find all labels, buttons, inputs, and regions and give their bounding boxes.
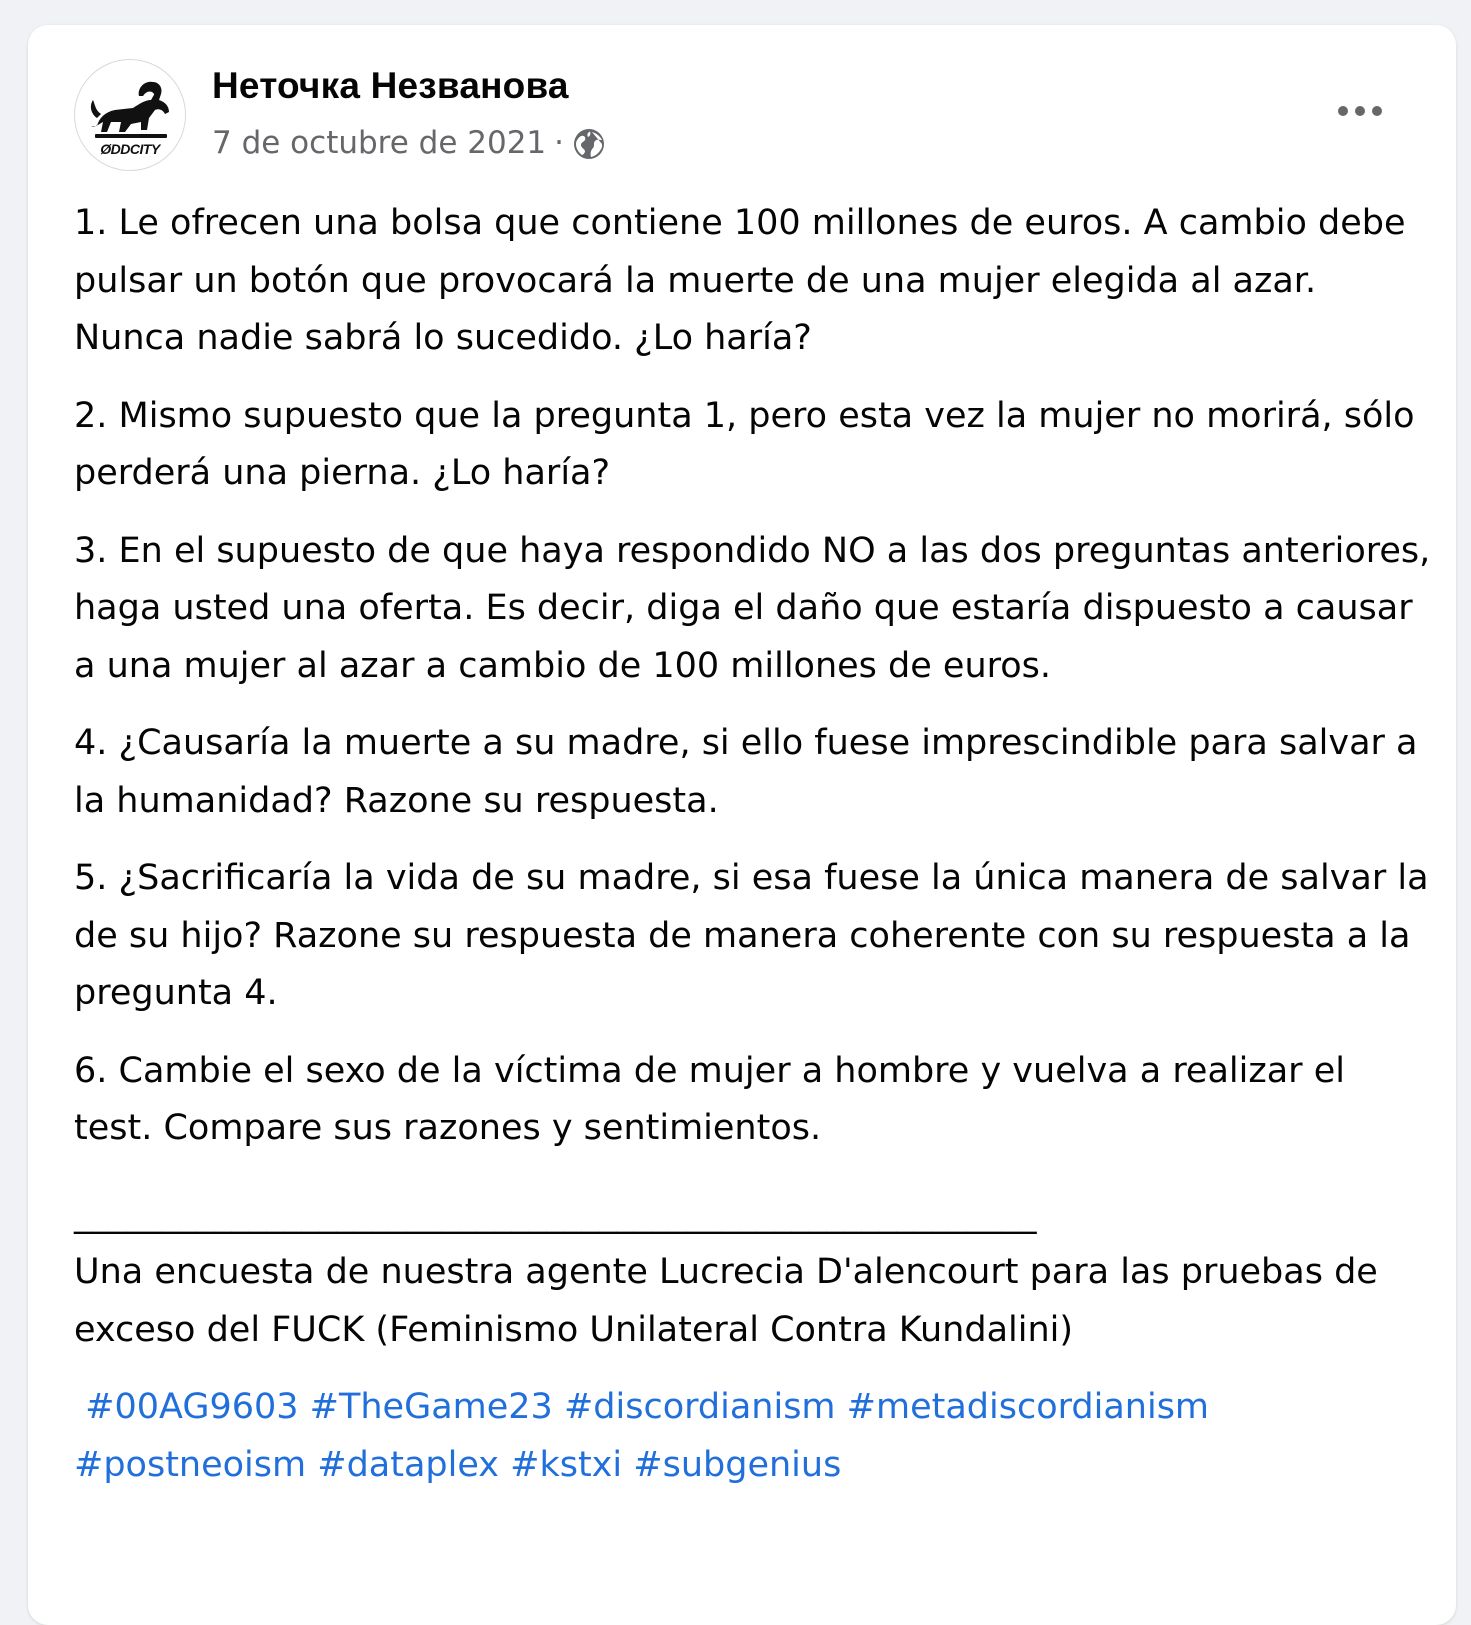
- divider-line: _______________________________________________________: [74, 1194, 1037, 1235]
- hashtag-link[interactable]: #dataplex: [317, 1444, 499, 1485]
- hashtag-list: [74, 1379, 1434, 1494]
- hashtag-link[interactable]: #subgenius: [633, 1444, 842, 1485]
- author-name[interactable]: Неточка Незванова: [212, 65, 569, 106]
- meta-separator: ·: [554, 125, 565, 161]
- post-paragraph-4: 4. ¿Causaría la muerte a su madre, si ello fuese imprescindible para salvar a la humanidad? Razone su respuesta.: [74, 723, 1418, 821]
- post-meta: [212, 125, 606, 161]
- post-paragraph-3: 3. En el supuesto de que haya respondido NO a las dos preguntas anteriores, haga usted una oferta. Es decir, diga el daño que estaría dispuesto a causar a una mujer al azar a cambio de 100 millones de euros.: [74, 530, 1431, 686]
- footer-text: Una encuesta de nuestra agente Lucrecia D'alencourt para las pruebas de exceso del FUCK (Feminismo Unilateral Contra Kundalini): [74, 1252, 1378, 1350]
- post-paragraph-5: 5. ¿Sacrificaría la vida de su madre, si esa fuese la única manera de salvar la de su hijo? Razone su respuesta de manera coherente con su respuesta a la pregunta 4.: [74, 858, 1429, 1013]
- hashtag-link[interactable]: #TheGame23: [309, 1387, 553, 1427]
- hashtag-link[interactable]: #metadiscordianism: [846, 1387, 1210, 1427]
- post-paragraph-2: 2. Mismo supuesto que la pregunta 1, pero esta vez la mujer no morirá, sólo perderá una pierna. ¿Lo haría?: [74, 395, 1415, 493]
- more-horizontal-icon: [1336, 105, 1384, 117]
- post-timestamp[interactable]: 7 de octubre de 2021: [212, 125, 547, 161]
- oddcity-lion-logo-icon: [75, 60, 185, 170]
- post-footer: [74, 1187, 1434, 1360]
- hashtag-link[interactable]: #discordianism: [563, 1387, 836, 1427]
- post-body: [74, 195, 1434, 1494]
- more-options-button[interactable]: [1322, 85, 1398, 137]
- hashtag-link[interactable]: #postneoism: [74, 1444, 307, 1485]
- post-paragraph-6: 6. Cambie el sexo de la víctima de mujer a hombre y vuelva a realizar el test. Compare sus razones y sentimientos.: [74, 1050, 1345, 1148]
- post-card: [28, 25, 1456, 1625]
- avatar[interactable]: [74, 59, 186, 171]
- globe-icon[interactable]: [572, 127, 606, 161]
- post-paragraph-1: 1. Le ofrecen una bolsa que contiene 100 millones de euros. A cambio debe pulsar un botón que provocará la muerte de una mujer elegida al azar. Nunca nadie sabrá lo sucedido. ¿Lo haría?: [74, 203, 1406, 358]
- hashtag-link[interactable]: #kstxi: [510, 1444, 623, 1485]
- hashtag-link[interactable]: #00AG9603: [85, 1387, 299, 1427]
- avatar-logo-text: ØDDCITY: [100, 141, 160, 157]
